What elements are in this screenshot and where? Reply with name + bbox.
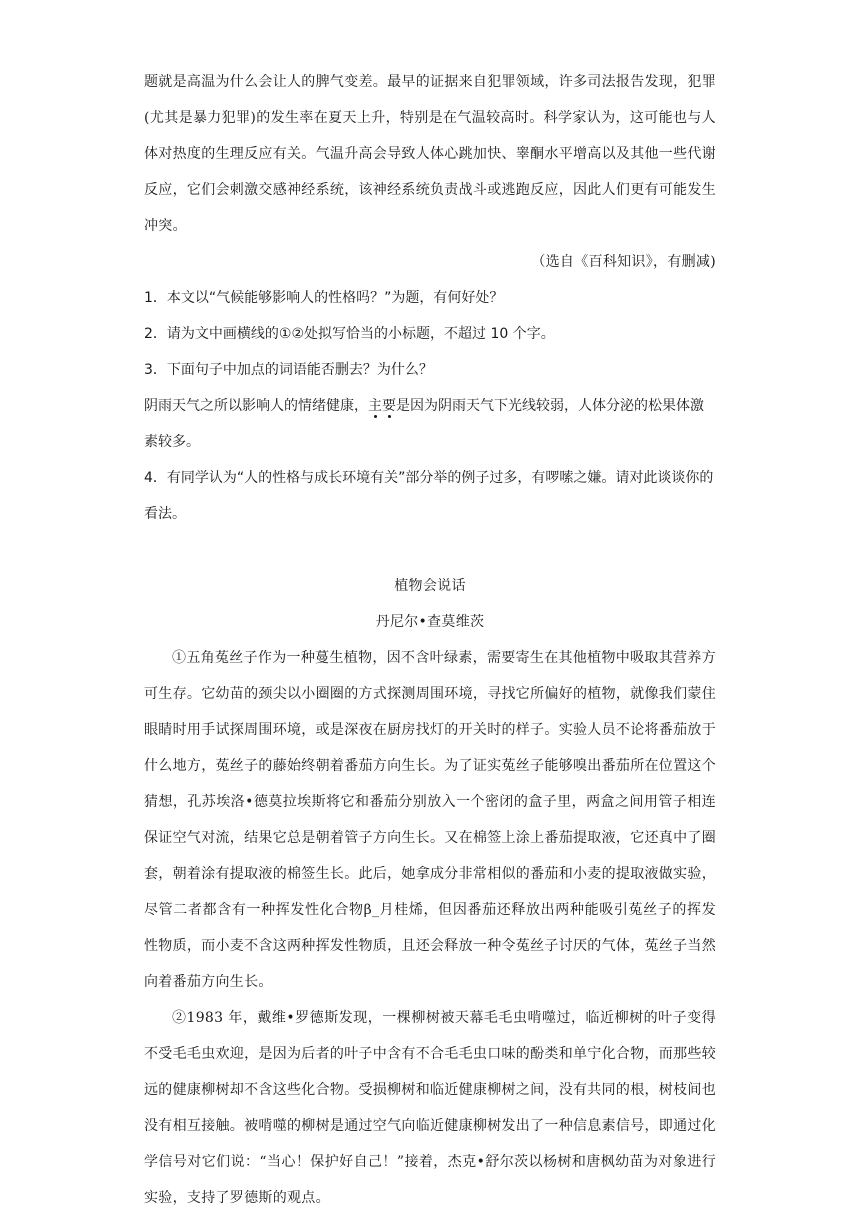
dotted-char-1: 主 bbox=[368, 388, 382, 424]
question-3-sentence-after: 是因为阴雨天气下光线较弱，人体分泌的松果体激素较多。 bbox=[144, 398, 704, 450]
question-3-sentence bbox=[144, 388, 716, 460]
question-4: 4．有同学认为“人的性格与成长环境有关”部分举的例子过多，有啰嗦之嫌。请对此谈谈你的看法。 bbox=[144, 470, 714, 522]
passage-paragraph: 题就是高温为什么会让人的脾气变差。最早的证据来自犯罪领域，许多司法报告发现，犯罪(尤其是暴力犯罪)的发生率在夏天上升，特别是在气温较高时。科学家认为，这可能也与人体对热度的生理反应有关。气温升高会导致人体心跳加快、睾酮水平增高以及其他一些代谢反应，它们会刺激交感神经系统，该神经系统负责战斗或逃跑反应，因此人们更有可能发生冲突。 bbox=[144, 74, 716, 234]
question-3: 3．下面句子中加点的词语能否删去？为什么？ bbox=[144, 362, 433, 378]
question-1: 1．本文以“气候能够影响人的性格吗？”为题，有何好处？ bbox=[144, 290, 504, 306]
article-header bbox=[144, 568, 716, 640]
article-title: 植物会说话 bbox=[394, 578, 466, 594]
article-paragraph-1: ①五角菟丝子作为一种蔓生植物，因不含叶绿素，需要寄生在其他植物中吸取其营养方可生存。它幼苗的颈尖以小圈圈的方式探测周围环境，寻找它所偏好的植物，就像我们蒙住眼睛时用手试探周围环境，或是深夜在厨房找灯的开关时的样子。实验人员不论将番茄放于什么地方，菟丝子的藤始终朝着番茄方向生长。为了证实菟丝子能够嗅出番茄所在位置这个猜想，孔苏埃洛•德莫拉埃斯将它和番茄分别放入一个密闭的盒子里，两盒之间用管子相连保证空气对流，结果它总是朝着管子方向生长。又在棉签上涂上番茄提取液，它还真中了圈套，朝着涂有提取液的棉签生长。此后，她拿成分非常相似的番茄和小麦的提取液做实验，尽管二者都含有一种挥发性化合物β_月桂烯，但因番茄还释放出两种能吸引菟丝子的挥发性物质，而小麦不含这两种挥发性物质，且还会释放一种令菟丝子讨厌的气体，菟丝子当然向着番茄方向生长。 bbox=[144, 650, 716, 990]
dotted-char-2: 要 bbox=[382, 388, 396, 424]
article-author: 丹尼尔•查莫维茨 bbox=[375, 614, 485, 630]
passage-source: （选自《百科知识》，有删减) bbox=[531, 254, 716, 270]
question-2: 2．请为文中画横线的①②处拟写恰当的小标题，不超过 10 个字。 bbox=[144, 326, 555, 342]
question-3-sentence-before: 阴雨天气之所以影响人的情绪健康， bbox=[144, 398, 368, 414]
article-paragraph-2: ②1983 年，戴维•罗德斯发现，一棵柳树被天幕毛毛虫啃噬过，临近柳树的叶子变得不受毛毛虫欢迎，是因为后者的叶子中含有不合毛毛虫口味的酚类和单宁化合物，而那些较远的健康柳树却不含这些化合物。受损柳树和临近健康柳树之间，没有共同的根，树枝间也没有相互接触。被啃噬的柳树是通过空气向临近健康柳树发出了一种信息素信号，即通过化学信号对它们说：“当心！保护好自己！”接着，杰克•舒尔茨以杨树和唐枫幼苗为对象进行实验，支持了罗德斯的观点。 bbox=[144, 1010, 716, 1206]
document-page bbox=[144, 64, 716, 1216]
